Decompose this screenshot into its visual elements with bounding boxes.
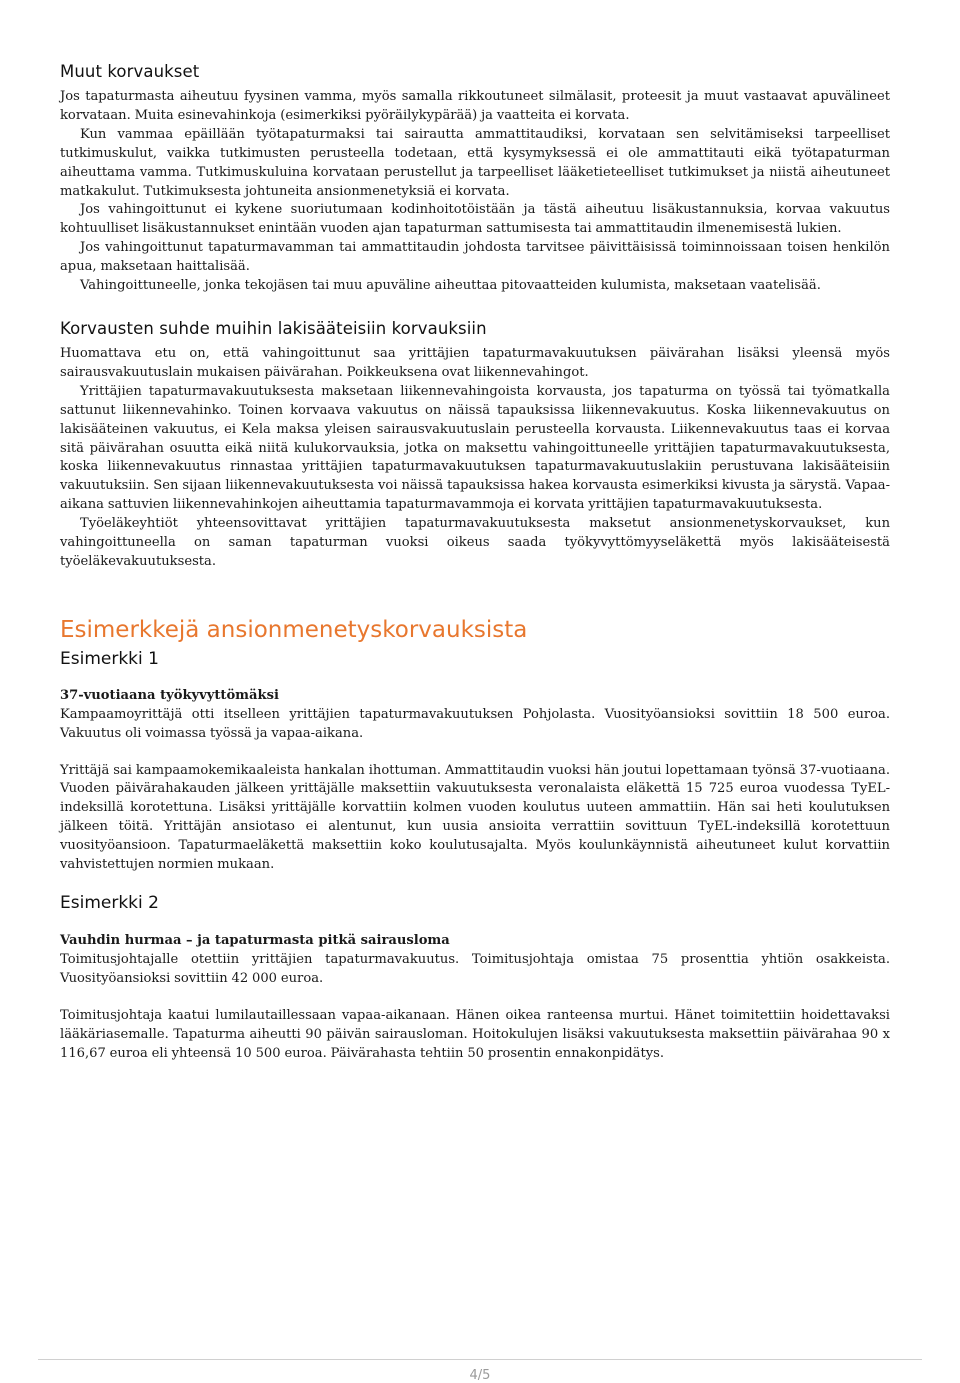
heading-esimerkki-2: Esimerkki 2 — [60, 893, 159, 913]
paragraph: Yrittäjien tapaturmavakuutuksesta maksetaan liikennevahingoista korvausta, jos tapaturma on työssä tai työmatkalla sattunut liikennevahinko. Toinen korvaava vakuutus on näissä tapauksissa liikennevakuutus. Koska liikennevakuutus on lakisääteinen vakuutus, ei Kela maksa yleisen sairausvakuutuslain perusteella korvausta. Liikennevakuutus taas ei korvaa sitä päivärahan osuutta eikä niitä kulukorvauksia, jotka on maksettu vahingoittuneelle yrittäjien tapaturmavakuutuksesta, koska liikennevakuutus rinnastaa yrittäjien tapaturmavakuutuksen tapaturmavakuutuslakiin perustuvana lakisääteisiin vakuutuksiin. Sen sijaan liikennevakuutuksesta voi näissä tapauksissa hakea korvausta esimerkiksi kivusta ja särystä. Vapaa-aikana sattuvien liikennevahinkojen aiheuttamia tapaturmavammoja ei korvata yrittäjien tapaturmavakuutuksesta. — [60, 383, 890, 513]
heading-muut-korvaukset: Muut korvaukset — [60, 62, 200, 81]
heading-esimerkki-1: Esimerkki 1 — [60, 648, 159, 669]
page-number: 4/5 — [469, 1368, 491, 1383]
paragraph: Jos tapaturmasta aiheutuu fyysinen vamma, myös samalla rikkoutuneet silmälasit, proteesit ja muut vastaavat apuvälineet korvataan. Muita esinevahinkoja (esimerkiksi pyöräilykypärää) ja vaatteita ei korvata. — [60, 89, 890, 123]
heading-korvausten-suhde: Korvausten suhde muihin lakisääteisiin korvauksiin — [60, 318, 487, 338]
paragraph: Yrittäjä sai kampaamokemikaaleista hankalan ihottuman. Ammattitaudin vuoksi hän joutui lopettamaan työnsä 37-vuotiaana. Vuoden päivärahakauden jälkeen yrittäjälle maksettiin vakuutuksesta veronalaista eläkettä 15 725 euroa vuodessa TyEL-indeksillä korotettuna. Lisäksi yrittäjälle korvattiin kolmen vuoden koulutus uuteen ammattiin. Hän sai heti koulutuksen jälkeen töitä. Yrittäjän ansiotaso ei alentunut, kun uusia ansioita verrattiin sovittuun TyEL-indeksillä korotettuun vuosityöansioon. Tapaturmaeläkettä maksettiin koko koulutusajalta. Myös koulunkäynnistä aiheutuneet kulut korvattiin vahvistettujen normien mukaan. — [60, 762, 890, 873]
heading-esimerkkeja: Esimerkkejä ansionmenetyskorvauksista — [60, 616, 528, 643]
paragraph: Vahingoittuneelle, jonka tekojäsen tai muu apuväline aiheuttaa pitovaatteiden kulumista, maksetaan vaatelisää. — [80, 278, 821, 294]
paragraph: Kun vammaa epäillään työtapaturmaksi tai sairautta ammattitaudiksi, korvataan sen selvitämiseksi tarpeelliset tutkimuskulut, vaikka tutkimusten perusteella todetaan, että kysymyksessä ei ole ammattitauti eikä työtapaturman aiheuttama vamma. Tutkimuskuluina korvataan perustellut ja tarpeelliset lääketieteelliset tutkimukset ja niistä aiheutuneet matkakulut. Tutkimuksesta johtuneita ansionmenetyksiä ei korvata. — [60, 126, 890, 199]
paragraph: Työeläkeyhtiöt yhteensovittavat yrittäjien tapaturmavakuutuksesta maksetut ansionmenetyskorvaukset, kun vahingoittuneella on saman tapaturman vuoksi oikeus saada työkyvyttömyyseläkettä myös lakisääteisestä työeläkevakuutuksesta. — [60, 516, 890, 569]
example-subtitle: 37-vuotiaana työkyvyttömäksi — [60, 687, 279, 703]
paragraph: Kampaamoyrittäjä otti itselleen yrittäjien tapaturmavakuutuksen Pohjolasta. Vuosityöansioksi sovittiin 18 500 euroa. Vakuutus oli voimassa työssä ja vapaa-aikana. — [60, 706, 890, 741]
page-content — [60, 62, 890, 1063]
footer-divider — [38, 1359, 922, 1360]
paragraph: Toimitusjohtaja kaatui lumilautaillessaan vapaa-aikanaan. Hänen oikea ranteensa murtui. Hänet toimitettiin hoidettavaksi lääkäriasemalle. Tapaturma aiheutti 90 päivän sairausloman. Hoitokulujen lisäksi vakuutuksesta maksettiin päivärahaa 90 x 116,67 euroa eli yhteensä 10 500 euroa. Päivärahasta tehtiin 50 prosentin ennakonpidätys. — [60, 1007, 890, 1061]
paragraph: Huomattava etu on, että vahingoittunut saa yrittäjien tapaturmavakuutuksen päivärahan lisäksi yleensä myös sairausvakuutuslain mukaisen päivärahan. Poikkeuksena ovat liikennevahingot. — [60, 345, 890, 380]
paragraph: Jos vahingoittunut tapaturmavamman tai ammattitaudin johdosta tarvitsee päivittäisissä toiminnoissaan toisen henkilön apua, maksetaan haittalisää. — [60, 240, 890, 275]
example-subtitle: Vauhdin hurmaa – ja tapaturmasta pitkä sairausloma — [60, 933, 450, 948]
paragraph: Toimitusjohtajalle otettiin yrittäjien tapaturmavakuutus. Toimitusjohtaja omistaa 75 prosenttia yhtiön osakkeista. Vuosityöansioksi sovittiin 42 000 euroa. — [60, 951, 890, 986]
paragraph: Jos vahingoittunut ei kykene suoriutumaan kodinhoitotöistään ja tästä aiheutuu lisäkustannuksia, korvaa vakuutus kohtuulliset lisäkustannukset enintään vuoden ajan tapaturman sattumisesta tai ammattitaudin ilmenemisestä lukien. — [60, 202, 890, 237]
